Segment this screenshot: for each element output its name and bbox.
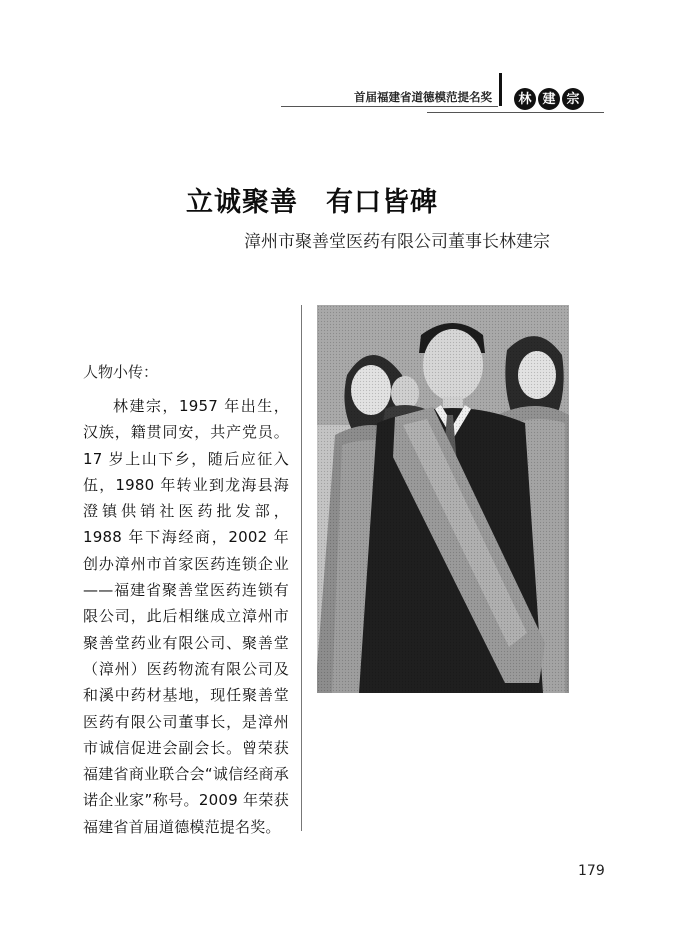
header-vertical-bar <box>499 73 502 106</box>
portrait-photo <box>317 305 569 693</box>
seal-char-1: 林 <box>514 88 536 110</box>
bio-heading: 人物小传： <box>83 363 159 381</box>
photo-illustration <box>317 305 569 693</box>
seal-char-2: 建 <box>538 88 560 110</box>
seal-char-3: 宗 <box>562 88 584 110</box>
bio-paragraph: 林建宗，1957 年出生，汉族，籍贯同安，共产党员。17 岁上山下乡，随后应征入伍，1980 年转业到龙海县海澄镇供销社医药批发部，1988 年下海经商，2002 年创办漳州市首家医药连锁企业——福建省聚善堂医药连锁有限公司，此后相继成立漳州市聚善堂药业有限公司、聚善堂（漳州）医药物流有限公司及和溪中药材基地，现任聚善堂医药有限公司董事长，是漳州市诚信促进会副会长。曾荣获福建省商业联合会“诚信经商承诺企业家”称号。2009 年荣获福建省首届道德模范提名奖。 <box>83 397 289 836</box>
name-seals <box>514 88 584 110</box>
column-divider <box>301 305 302 831</box>
article-subtitle: 漳州市聚善堂医药有限公司董事长林建宗 <box>244 232 550 252</box>
header-rule <box>281 106 498 107</box>
page-number: 179 <box>578 863 605 879</box>
article-title: 立诚聚善 有口皆碑 <box>186 187 438 218</box>
header-rule-lower <box>427 112 604 113</box>
running-header: 首届福建省道德模范提名奖 <box>354 90 492 104</box>
